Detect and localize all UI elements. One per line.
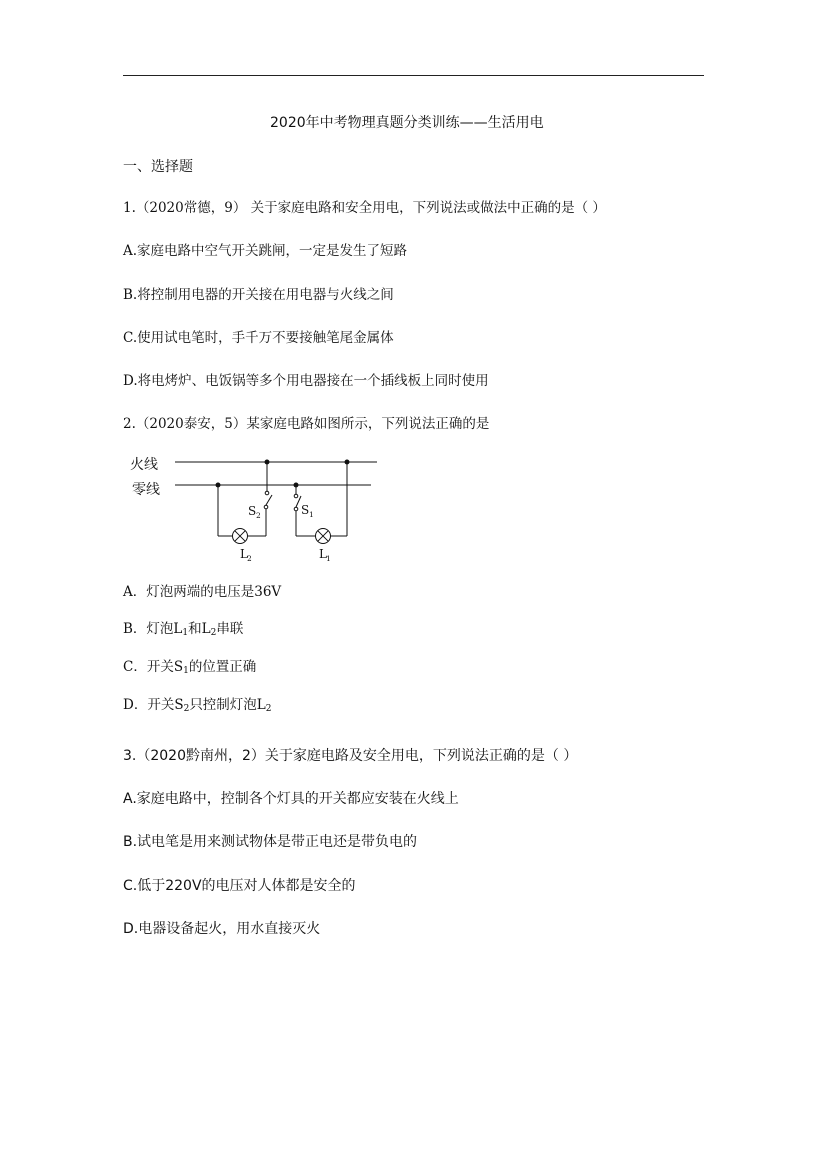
question-1-option-a: A.家庭电路中空气开关跳闸，一定是发生了短路	[123, 243, 408, 259]
question-2-stem: 2.（2020泰安，5）某家庭电路如图所示，下列说法正确的是	[123, 416, 490, 432]
junction-dot	[265, 460, 270, 465]
question-3-option-c: C.低于220V的电压对人体都是安全的	[123, 878, 356, 894]
question-3-option-a: A.家庭电路中，控制各个灯具的开关都应安装在火线上	[123, 791, 459, 807]
question-3-option-b: B.试电笔是用来测试物体是带正电还是带负电的	[123, 834, 418, 850]
neutral-wire-label: 零线	[132, 482, 160, 498]
lamp-l1-label: L	[319, 547, 327, 561]
lamp-l2-sub: 2	[247, 554, 252, 563]
header-rule	[123, 75, 704, 76]
live-wire-label: 火线	[130, 457, 158, 473]
question-2-option-b: B．灯泡$L_1$和$L_2$串联	[123, 621, 244, 638]
question-1-option-d: D.将电烤炉、电饭锅等多个用电器接在一个插线板上同时使用	[123, 373, 489, 389]
lamp-l2-label: L	[240, 547, 248, 561]
switch-s2	[266, 495, 272, 505]
junction-dot	[345, 460, 350, 465]
question-2-option-d: D．开关$S_2$只控制灯泡$L_2$	[123, 697, 272, 714]
switch-s1-sub: 1	[309, 510, 314, 519]
circuit-diagram	[120, 452, 390, 564]
question-1-stem: 1.（2020常德，9） 关于家庭电路和安全用电，下列说法或做法中正确的是（ ）	[123, 200, 606, 216]
switch-s2-label: S	[248, 504, 257, 518]
question-2-option-a: A．灯泡两端的电压是36V	[123, 584, 282, 600]
switch-s2-sub: 2	[256, 511, 261, 520]
switch-s1-label: S	[301, 503, 310, 517]
question-2-option-c: C．开关$S_1$的位置正确	[123, 659, 257, 676]
question-1-option-c: C.使用试电笔时，手千万不要接触笔尾金属体	[123, 330, 394, 346]
question-3-option-d: D.电器设备起火，用水直接灭火	[123, 921, 321, 937]
section-heading: 一、选择题	[123, 159, 193, 175]
question-1-option-b: B.将控制用电器的开关接在用电器与火线之间	[123, 287, 394, 303]
lamp-l1-sub: 1	[326, 554, 331, 563]
question-3-stem: 3.（2020黔南州，2）关于家庭电路及安全用电，下列说法正确的是（ ）	[123, 748, 578, 764]
document-title: 2020年中考物理真题分类训练——生活用电	[270, 115, 544, 131]
